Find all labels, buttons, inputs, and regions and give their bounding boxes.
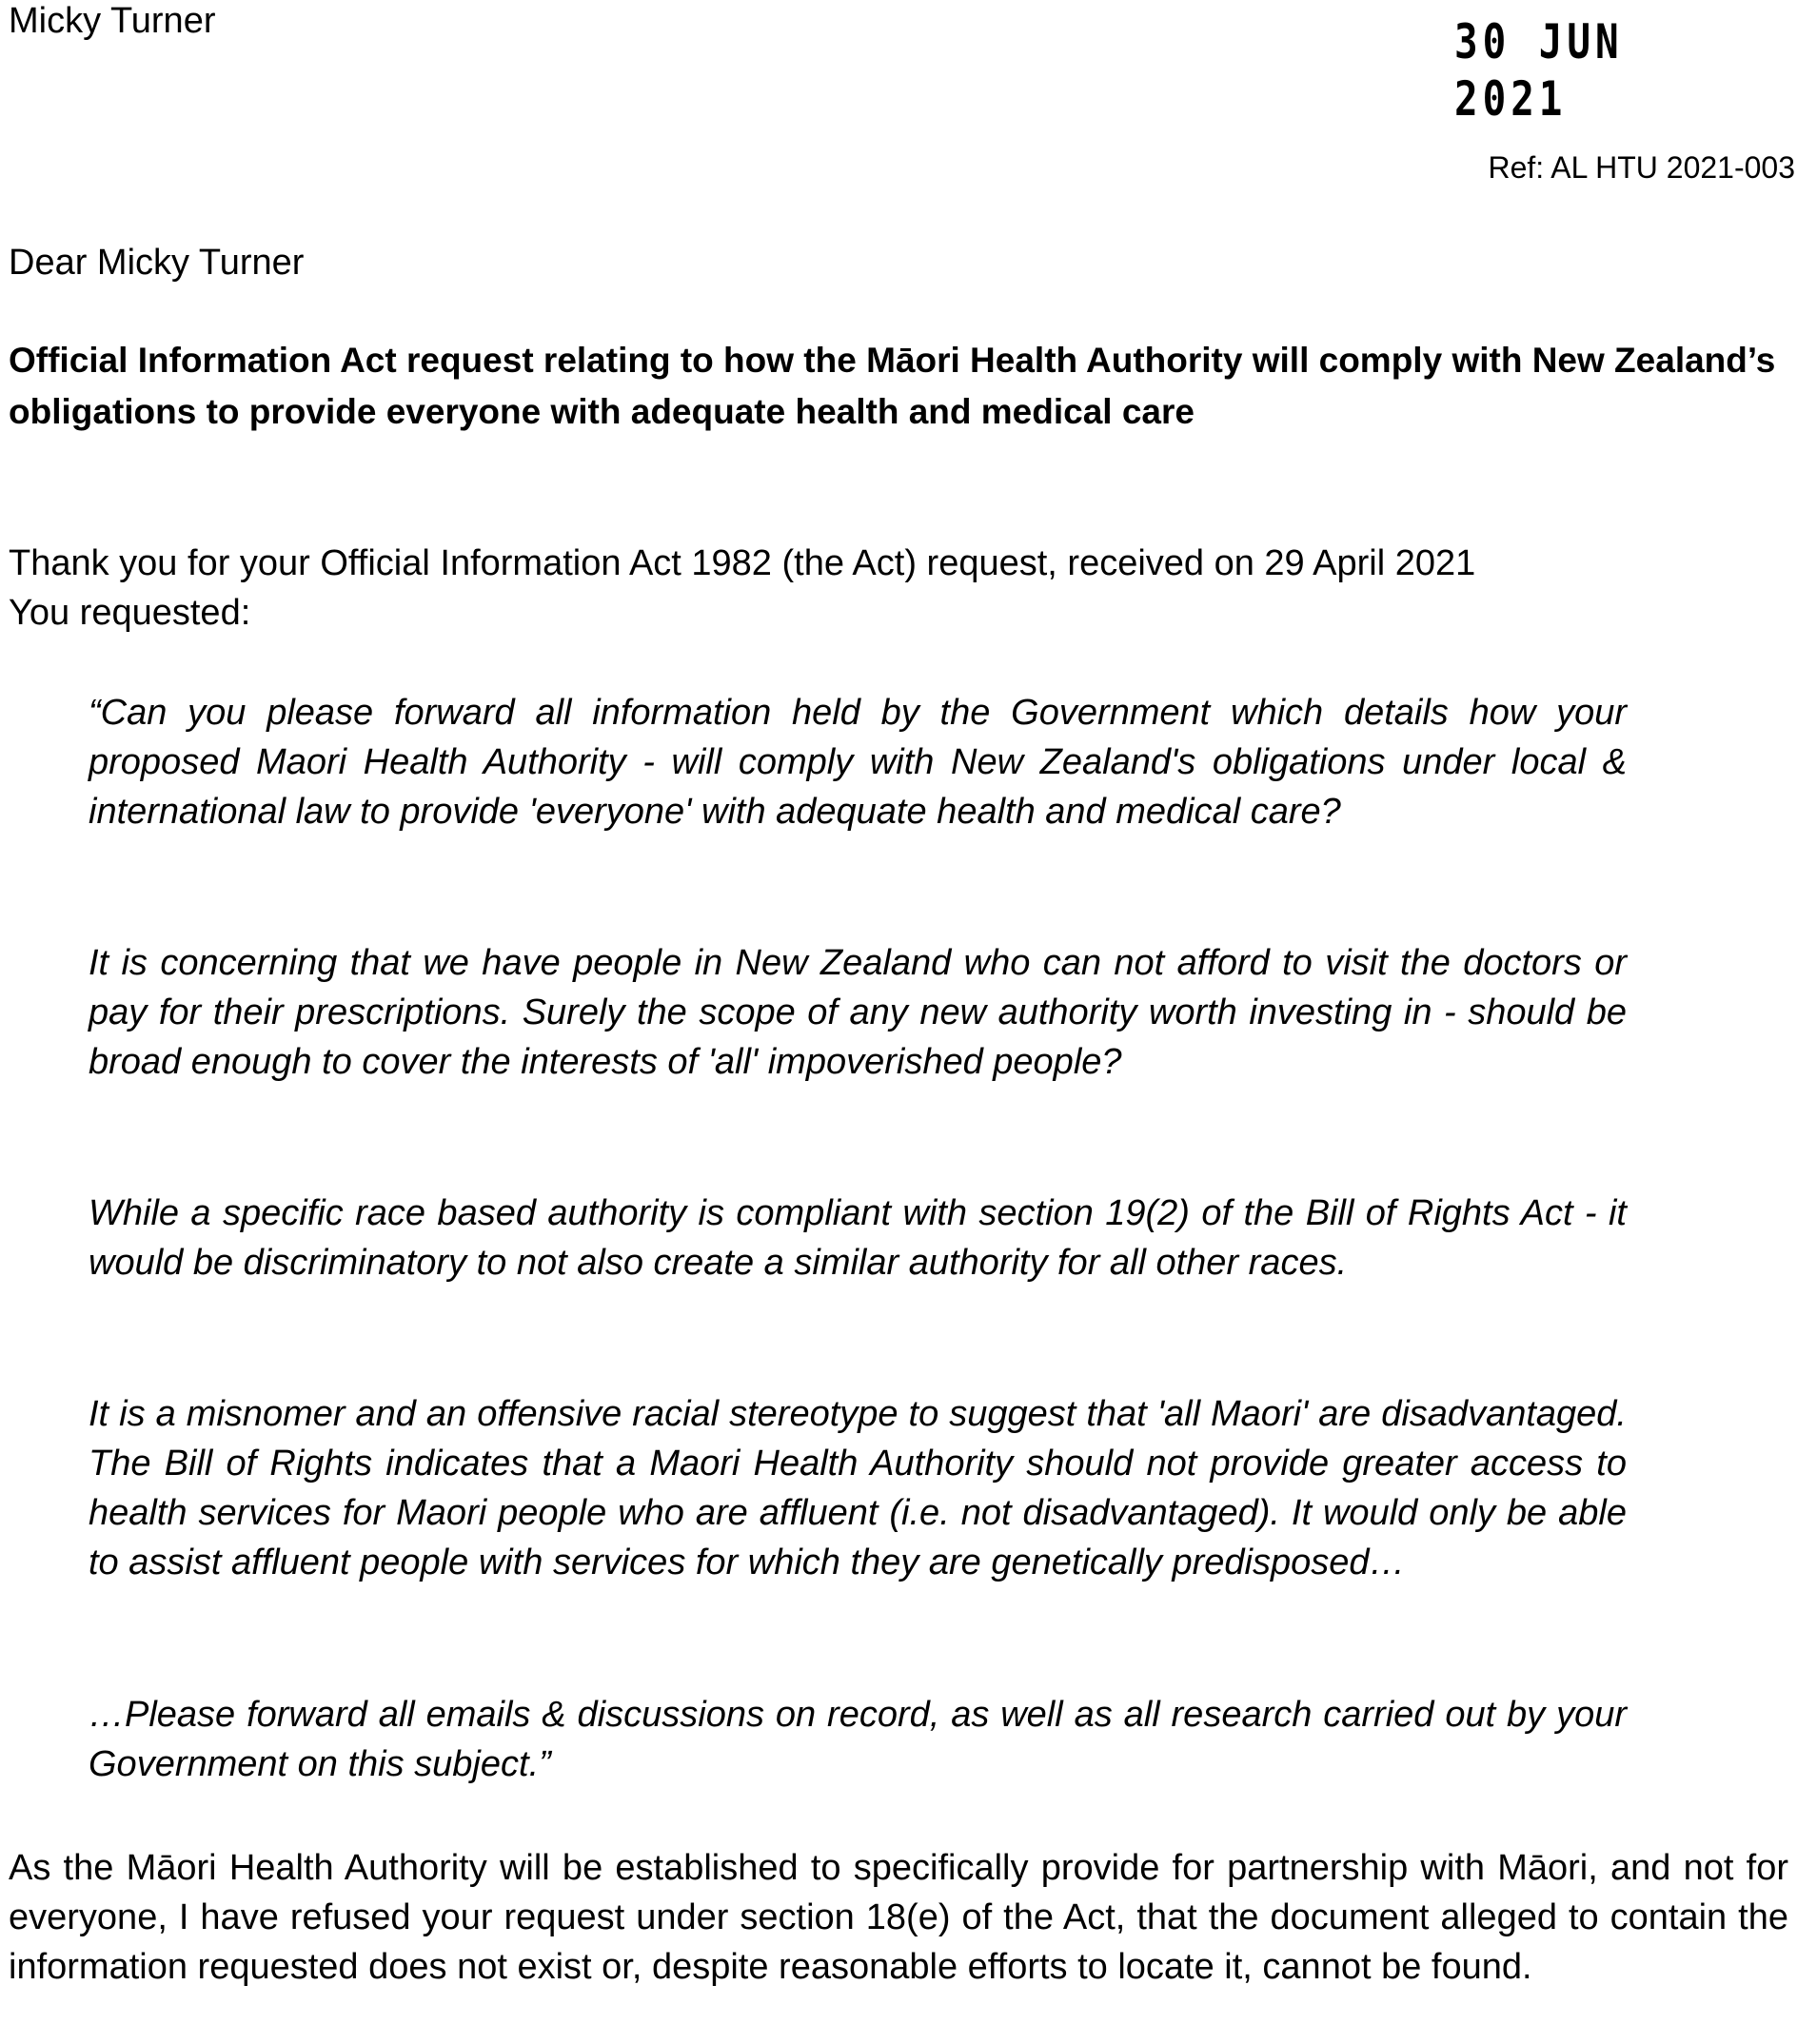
- quote-paragraph: It is a misnomer and an offensive racial stereotype to suggest that 'all Maori' are disadvantaged. The Bill of Rights indicates that a Maori Health Authority should not provide greater access to health services for Maori people who are affluent (i.e. not disadvantaged). It would only be able to assist affluent people with services for which they are genetically predisposed…: [89, 1394, 1627, 1582]
- quote-paragraph: “Can you please forward all information held by the Government which details how your proposed Maori Health Authority - will comply with New Zealand's obligations under local & international law to provide 'everyone' with adequate health and medical care?: [89, 693, 1627, 832]
- reference-number: Ref: AL HTU 2021-003: [1488, 150, 1795, 185]
- recipient-name: Micky Turner: [9, 1, 216, 41]
- closing-paragraph: As the Māori Health Authority will be established to specifically provide for partnership with Māori, and not for everyone, I have refused your request under section 18(e) of the Act, that the document alleged to contain the information requested does not exist or, despite reasonable efforts to locate it, cannot be found.: [9, 1848, 1788, 1987]
- quote-paragraph: While a specific race based authority is compliant with section 19(2) of the Bill of Rights Act - it would be discriminatory to not also create a similar authority for all other races.: [89, 1193, 1627, 1283]
- date-stamp: 30 JUN 2021: [1454, 14, 1624, 127]
- subject-heading: Official Information Act request relating to how the Māori Health Authority will comply with New Zealand’s obligations to provide everyone with adequate health and medical care: [9, 341, 1776, 431]
- intro-line: You requested:: [9, 593, 251, 633]
- salutation: Dear Micky Turner: [9, 243, 305, 283]
- intro-paragraph: [9, 539, 1796, 638]
- quote-paragraph: …Please forward all emails & discussions on record, as well as all research carried out by your Government on this subject.”: [89, 1695, 1627, 1784]
- quote-paragraph: It is concerning that we have people in New Zealand who can not afford to visit the doctors or pay for their prescriptions. Surely the scope of any new authority worth investing in - should be broad enough to cover the interests of 'all' impoverished people?: [89, 943, 1627, 1082]
- intro-line: Thank you for your Official Information Act 1982 (the Act) request, received on 29 April 2021: [9, 543, 1476, 583]
